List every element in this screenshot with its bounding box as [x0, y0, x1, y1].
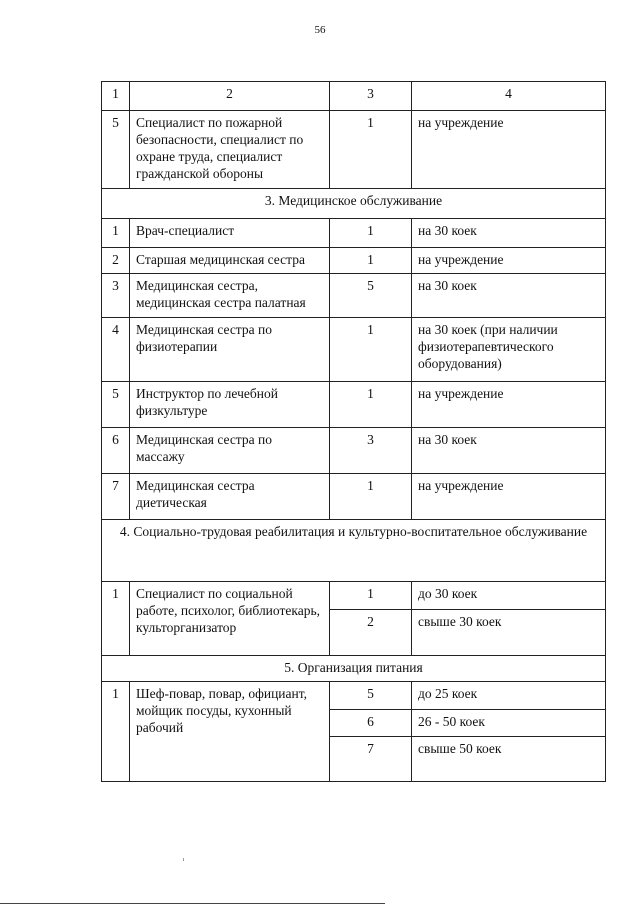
- header-row: [102, 82, 606, 111]
- staff-count: 7: [330, 737, 412, 782]
- position-name: Медицинская сестра, медицинская сестра палатная: [130, 274, 330, 318]
- staff-count: 1: [330, 111, 412, 189]
- staff-count: 5: [330, 682, 412, 710]
- position-name: Специалист по пожарной безопасности, специалист по охране труда, специалист гражданской обороны: [130, 111, 330, 189]
- staff-count: 1: [330, 219, 412, 248]
- position-name: Инструктор по лечебной физкультуре: [130, 382, 330, 428]
- row-number: 1: [102, 219, 130, 248]
- header-col-4: 4: [412, 82, 606, 111]
- row-number: 6: [102, 428, 130, 474]
- table-row: [102, 219, 606, 248]
- staff-norm: на учреждение: [412, 382, 606, 428]
- section-5-title: 5. Организация питания: [102, 656, 606, 682]
- table-row: [102, 428, 606, 474]
- table-row: [102, 682, 606, 710]
- staff-count: 3: [330, 428, 412, 474]
- staff-norm: на 30 коек (при наличии физиотерапевтического оборудования): [412, 318, 606, 382]
- position-name: Старшая медицинская сестра: [130, 248, 330, 274]
- table-row: [102, 248, 606, 274]
- table-row: [102, 582, 606, 610]
- staff-count: 1: [330, 382, 412, 428]
- staff-norm: 26 - 50 коек: [412, 710, 606, 737]
- staff-norm: на 30 коек: [412, 274, 606, 318]
- page-number: 56: [314, 24, 326, 36]
- section-heading-row: [102, 189, 606, 219]
- row-number: 7: [102, 474, 130, 520]
- section-4-title: 4. Социально-трудовая реабилитация и культурно-воспитательное обслуживание: [102, 520, 606, 582]
- section-3-title: 3. Медицинское обслуживание: [102, 189, 606, 219]
- staff-norm: на учреждение: [412, 474, 606, 520]
- position-name: Медицинская сестра диетическая: [130, 474, 330, 520]
- position-name: Медицинская сестра по массажу: [130, 428, 330, 474]
- row-number: 2: [102, 248, 130, 274]
- table-row: [102, 274, 606, 318]
- row-number: 4: [102, 318, 130, 382]
- row-number: 3: [102, 274, 130, 318]
- row-number: 1: [102, 582, 130, 656]
- row-number: 5: [102, 382, 130, 428]
- staff-count: 1: [330, 318, 412, 382]
- row-number: 1: [102, 682, 130, 782]
- staff-count: 5: [330, 274, 412, 318]
- position-name: Медицинская сестра по физиотерапии: [130, 318, 330, 382]
- row-number: 5: [102, 111, 130, 189]
- table-row: [102, 474, 606, 520]
- staff-count: 1: [330, 248, 412, 274]
- position-name: Специалист по социальной работе, психолог, библиотекарь, культорганизатор: [130, 582, 330, 656]
- staff-norm: на 30 коек: [412, 428, 606, 474]
- staff-norm: до 30 коек: [412, 582, 606, 610]
- staff-count: 1: [330, 474, 412, 520]
- section-heading-row: [102, 656, 606, 682]
- staff-norm: на учреждение: [412, 248, 606, 274]
- table-row: [102, 318, 606, 382]
- header-col-1: 1: [102, 82, 130, 111]
- header-col-2: 2: [130, 82, 330, 111]
- staff-norm: свыше 30 коек: [412, 610, 606, 656]
- staff-count: 6: [330, 710, 412, 737]
- staffing-table: [101, 81, 606, 782]
- table-row: [102, 382, 606, 428]
- page-bottom-rule: [0, 903, 385, 904]
- header-col-3: 3: [330, 82, 412, 111]
- position-name: Шеф-повар, повар, официант, мойщик посуды, кухонный рабочий: [130, 682, 330, 782]
- staff-norm: на учреждение: [412, 111, 606, 189]
- staff-count: 2: [330, 610, 412, 656]
- staff-norm: на 30 коек: [412, 219, 606, 248]
- section-heading-row: [102, 520, 606, 582]
- table-row: [102, 111, 606, 189]
- staff-count: 1: [330, 582, 412, 610]
- scan-speck: [183, 858, 184, 861]
- position-name: Врач-специалист: [130, 219, 330, 248]
- staff-norm: до 25 коек: [412, 682, 606, 710]
- staff-norm: свыше 50 коек: [412, 737, 606, 782]
